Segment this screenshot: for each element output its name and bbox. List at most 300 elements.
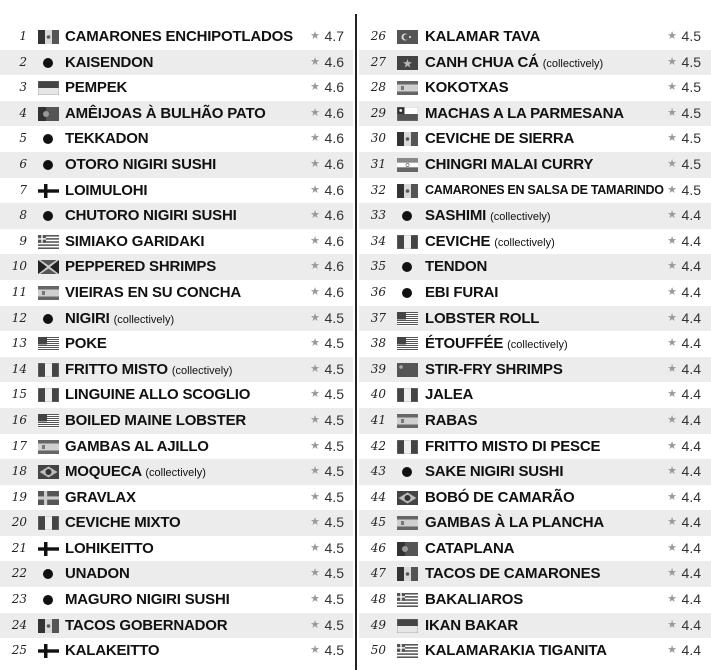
star-icon: ★	[667, 644, 677, 657]
star-icon: ★	[310, 285, 320, 298]
dish-row	[359, 126, 711, 152]
rating-score: 4.5	[324, 463, 344, 480]
dish-name	[425, 229, 555, 255]
star-icon: ★	[667, 311, 677, 324]
dish-name	[425, 75, 508, 101]
dish-name	[425, 101, 624, 127]
finland-flag-icon	[38, 542, 59, 556]
rank-number: 34	[370, 233, 386, 248]
dish-title: LOBSTER ROLL	[425, 309, 540, 327]
dish-title: GAMBAS À LA PLANCHA	[425, 514, 604, 532]
dish-name	[65, 382, 250, 408]
dish-title: STIR-FRY SHRIMPS	[425, 360, 563, 378]
rating-score: 4.4	[681, 514, 701, 531]
peru-flag-icon	[38, 516, 59, 530]
dish-title: RABAS	[425, 411, 478, 429]
dish-qualifier: (collectively)	[507, 339, 568, 352]
japan-flag-icon	[402, 211, 412, 221]
finland-flag-icon	[38, 644, 59, 658]
dish-qualifier: (collectively)	[490, 211, 551, 224]
star-icon: ★	[667, 234, 677, 247]
dish-row	[0, 254, 353, 280]
dish-row	[359, 638, 711, 664]
rating-score: 4.4	[681, 642, 701, 659]
mexico-flag-icon	[38, 619, 59, 633]
italy-flag-icon	[397, 440, 418, 454]
star-icon: ★	[667, 183, 677, 196]
dish-row	[0, 24, 353, 50]
rank-number: 9	[19, 233, 27, 248]
rank-number: 12	[11, 310, 27, 325]
star-icon: ★	[667, 81, 677, 94]
dish-qualifier: (collectively)	[113, 313, 175, 326]
dish-name	[425, 459, 563, 485]
rank-number: 41	[370, 412, 386, 427]
dish-row	[359, 178, 711, 204]
rating-score: 4.4	[681, 463, 701, 480]
dish-name	[425, 254, 487, 280]
dish-row	[0, 331, 353, 357]
rank-number: 20	[11, 515, 27, 530]
rating-score: 4.5	[324, 591, 344, 608]
rank-number: 29	[370, 105, 386, 120]
dish-row	[0, 408, 353, 434]
rank-number: 47	[370, 566, 386, 581]
mexico-flag-icon	[397, 132, 418, 146]
dish-title: CHINGRI MALAI CURRY	[425, 155, 594, 173]
rank-number: 5	[19, 131, 27, 146]
dish-row	[359, 101, 711, 127]
dish-title: TENDON	[425, 258, 488, 276]
dish-title: IKAN BAKAR	[425, 616, 518, 634]
rating-score: 4.6	[324, 53, 344, 70]
ranking-column-left	[0, 24, 353, 664]
dish-row	[0, 587, 353, 613]
dish-title: CEVICHE MIXTO	[65, 514, 181, 532]
rating-score: 4.6	[324, 283, 344, 300]
star-icon: ★	[667, 593, 677, 606]
dish-qualifier: (collectively)	[145, 467, 206, 480]
star-icon: ★	[667, 490, 677, 503]
dish-row	[0, 306, 353, 332]
rank-number: 46	[370, 540, 386, 555]
dish-row	[0, 357, 353, 383]
rating-score: 4.5	[681, 104, 701, 121]
india-flag-icon	[397, 158, 418, 172]
star-icon: ★	[310, 593, 320, 606]
dish-name	[65, 434, 209, 460]
dish-title: MAGURO NIGIRI SUSHI	[65, 591, 230, 609]
star-icon: ★	[310, 362, 320, 375]
rating-score: 4.4	[681, 360, 701, 377]
star-icon: ★	[667, 362, 677, 375]
rating-score: 4.4	[681, 335, 701, 352]
dish-title: BOBÓ DE CAMARÃO	[425, 488, 575, 506]
star-icon: ★	[310, 439, 320, 452]
dish-row	[0, 50, 353, 76]
rank-number: 44	[370, 489, 386, 504]
dish-title: MACHAS A LA PARMESANA	[425, 104, 624, 122]
dish-row	[359, 280, 711, 306]
indonesia-flag-icon	[38, 81, 59, 95]
sweden-flag-icon	[38, 491, 59, 505]
dish-title: CANH CHUA CÁ	[425, 53, 539, 71]
rank-number: 14	[11, 361, 27, 376]
dish-row	[0, 536, 353, 562]
dish-name	[425, 434, 600, 460]
star-icon: ★	[667, 439, 677, 452]
rating-score: 4.4	[681, 283, 701, 300]
dish-title: KALAMAR TAVA	[425, 28, 541, 45]
turkey-flag-icon	[397, 30, 418, 44]
dish-name	[65, 178, 147, 204]
vietnam-flag-icon	[397, 56, 418, 70]
dish-name	[65, 561, 130, 587]
star-icon: ★	[310, 567, 320, 580]
dish-name	[65, 613, 227, 639]
star-icon: ★	[310, 465, 320, 478]
dish-title: CEVICHE	[425, 232, 491, 250]
rating-score: 4.7	[324, 28, 344, 44]
dish-title: VIEIRAS EN SU CONCHA	[65, 283, 242, 301]
japan-flag-icon	[43, 134, 53, 144]
rating-score: 4.5	[324, 642, 344, 659]
rating-score: 4.6	[324, 155, 344, 172]
dish-title: LINGUINE ALLO SCOGLIO	[65, 386, 251, 404]
rating-score: 4.4	[681, 258, 701, 275]
dish-row	[359, 408, 711, 434]
rating-score: 4.6	[324, 258, 344, 275]
rating-score: 4.4	[681, 309, 701, 326]
japan-flag-icon	[43, 595, 53, 605]
dish-row	[359, 561, 711, 587]
rank-number: 42	[370, 438, 386, 453]
dish-title: BOILED MAINE LOBSTER	[65, 411, 247, 429]
rank-number: 15	[11, 387, 27, 402]
rank-number: 21	[11, 540, 27, 555]
star-icon: ★	[667, 567, 677, 580]
dish-title: KALAMARAKIA TIGANITA	[425, 642, 607, 660]
star-icon: ★	[310, 337, 320, 350]
peru-flag-icon	[397, 235, 418, 249]
dish-title: ÉTOUFFÉE	[425, 335, 504, 353]
star-icon: ★	[667, 541, 677, 554]
rank-number: 23	[11, 592, 27, 607]
rating-score: 4.4	[681, 207, 701, 224]
star-icon: ★	[667, 516, 677, 529]
rating-score: 4.5	[681, 181, 701, 198]
dish-name	[65, 638, 159, 664]
dish-title: PEPPERED SHRIMPS	[65, 258, 217, 276]
rating-score: 4.4	[681, 386, 701, 403]
dish-row	[0, 229, 353, 255]
spain-flag-icon	[397, 81, 418, 95]
rank-number: 16	[11, 412, 27, 427]
dish-name	[65, 126, 148, 152]
star-icon: ★	[310, 132, 320, 145]
dish-name	[425, 50, 603, 76]
star-icon: ★	[667, 618, 677, 631]
dish-name	[65, 50, 153, 76]
dish-row	[0, 75, 353, 101]
rating-score: 4.4	[681, 591, 701, 608]
star-icon: ★	[667, 132, 677, 145]
dish-name	[425, 357, 563, 383]
rating-score: 4.5	[324, 360, 344, 377]
dish-row	[359, 24, 711, 50]
dish-name	[425, 587, 523, 613]
rating-score: 4.4	[681, 232, 701, 249]
rating-score: 4.5	[681, 53, 701, 70]
star-icon: ★	[310, 618, 320, 631]
rank-number: 1	[19, 29, 27, 43]
star-icon: ★	[310, 311, 320, 324]
italy-flag-icon	[38, 363, 59, 377]
rank-number: 10	[11, 259, 27, 274]
dish-name	[65, 510, 180, 536]
dish-title: CHUTORO NIGIRI SUSHI	[65, 207, 237, 225]
star-icon: ★	[310, 106, 320, 119]
dish-title: FRITTO MISTO	[65, 360, 168, 378]
dish-title: CEVICHE DE SIERRA	[425, 130, 575, 148]
dish-title: CAMARONES ENCHIPOTLADOS	[65, 28, 293, 45]
dish-name	[425, 408, 477, 434]
rating-score: 4.4	[681, 411, 701, 428]
rank-number: 8	[19, 208, 27, 223]
dish-row	[359, 75, 711, 101]
dish-title: FRITTO MISTO DI PESCE	[425, 437, 601, 455]
star-icon: ★	[310, 55, 320, 68]
dish-title: EBI FURAI	[425, 283, 499, 301]
rank-number: 38	[370, 336, 386, 351]
japan-flag-icon	[43, 569, 53, 579]
rank-number: 2	[19, 54, 27, 69]
dish-name	[65, 24, 293, 50]
dish-name	[425, 485, 575, 511]
rating-score: 4.5	[681, 79, 701, 96]
dish-row	[0, 561, 353, 587]
rank-number: 3	[19, 80, 27, 95]
dish-title: PEMPEK	[65, 79, 128, 97]
portugal-flag-icon	[38, 107, 59, 121]
dish-title: LOHIKEITTO	[65, 539, 154, 557]
dish-qualifier: (collectively)	[171, 364, 233, 377]
dish-name	[65, 408, 246, 434]
portugal-flag-icon	[397, 542, 418, 556]
ranking-column-right	[359, 24, 711, 664]
star-icon: ★	[667, 30, 677, 42]
rating-score: 4.6	[324, 104, 344, 121]
rank-number: 11	[11, 284, 27, 299]
japan-flag-icon	[402, 262, 412, 272]
star-icon: ★	[310, 260, 320, 273]
star-icon: ★	[667, 413, 677, 426]
rating-score: 4.5	[324, 488, 344, 505]
mexico-flag-icon	[397, 567, 418, 581]
dish-row	[0, 203, 353, 229]
dish-title: GAMBAS AL AJILLO	[65, 437, 209, 455]
spain-flag-icon	[397, 516, 418, 530]
rank-number: 13	[11, 336, 27, 351]
dish-name	[425, 561, 600, 587]
star-icon: ★	[310, 413, 320, 426]
dish-row	[359, 459, 711, 485]
rating-score: 4.5	[681, 28, 701, 44]
dish-row	[359, 485, 711, 511]
dish-title: UNADON	[65, 565, 130, 583]
usa-flag-icon	[397, 312, 418, 326]
dish-title: CAMARONES EN SALSA DE TAMARINDO	[425, 182, 664, 197]
column-divider	[355, 14, 357, 670]
rank-number: 35	[370, 259, 386, 274]
dish-row	[359, 254, 711, 280]
dish-title: GRAVLAX	[65, 488, 136, 506]
rank-number: 19	[11, 489, 27, 504]
dish-name	[425, 613, 518, 639]
dish-name	[425, 382, 473, 408]
japan-flag-icon	[402, 288, 412, 298]
star-icon: ★	[667, 465, 677, 478]
dish-title: NIGIRI	[65, 309, 110, 327]
indonesia-flag-icon	[397, 619, 418, 633]
dish-row	[359, 331, 711, 357]
brazil-flag-icon	[397, 491, 418, 505]
chile-flag-icon	[397, 107, 418, 121]
rank-number: 26	[370, 29, 386, 43]
dish-name	[425, 280, 498, 306]
star-icon: ★	[310, 30, 320, 42]
dish-row	[359, 536, 711, 562]
dish-row	[359, 50, 711, 76]
dish-row	[359, 434, 711, 460]
rank-number: 33	[370, 208, 386, 223]
dish-row	[0, 434, 353, 460]
dish-name	[65, 203, 237, 229]
rating-score: 4.5	[324, 437, 344, 454]
dish-title: TACOS DE CAMARONES	[425, 565, 601, 583]
rating-score: 4.5	[324, 309, 344, 326]
rank-number: 43	[370, 464, 386, 479]
mexico-flag-icon	[397, 184, 418, 198]
dish-title: KALAKEITTO	[65, 642, 160, 660]
dish-row	[0, 280, 353, 306]
peru-flag-icon	[397, 388, 418, 402]
rank-number: 4	[19, 105, 27, 120]
rank-number: 24	[11, 617, 27, 632]
japan-flag-icon	[43, 211, 53, 221]
star-icon: ★	[310, 209, 320, 222]
dish-name	[425, 178, 664, 204]
rank-number: 6	[19, 156, 27, 171]
dish-name	[65, 357, 232, 383]
star-icon: ★	[310, 516, 320, 529]
rank-number: 30	[370, 131, 386, 146]
star-icon: ★	[667, 209, 677, 222]
rating-score: 4.5	[324, 386, 344, 403]
rank-number: 40	[370, 387, 386, 402]
dish-name	[65, 254, 216, 280]
dish-row	[359, 306, 711, 332]
dish-row	[359, 510, 711, 536]
dish-name	[65, 587, 230, 613]
rating-score: 4.6	[324, 207, 344, 224]
dish-title: TACOS GOBERNADOR	[65, 616, 228, 634]
rating-score: 4.5	[324, 616, 344, 633]
dish-title: SASHIMI	[425, 207, 487, 225]
rank-number: 28	[370, 80, 386, 95]
japan-flag-icon	[43, 314, 53, 324]
rating-score: 4.4	[681, 616, 701, 633]
rank-number: 48	[370, 592, 386, 607]
usa-flag-icon	[38, 337, 59, 351]
star-icon: ★	[667, 388, 677, 401]
rank-number: 7	[19, 182, 27, 197]
rank-number: 27	[370, 54, 386, 69]
dish-name	[65, 459, 206, 485]
dish-title: POKE	[65, 335, 107, 353]
usa-flag-icon	[397, 337, 418, 351]
rank-number: 17	[11, 438, 27, 453]
rank-number: 18	[11, 464, 27, 479]
dish-title: OTORO NIGIRI SUSHI	[65, 155, 217, 173]
dish-row	[0, 382, 353, 408]
dish-name	[425, 331, 568, 357]
star-icon: ★	[310, 388, 320, 401]
rating-score: 4.4	[681, 488, 701, 505]
dish-row	[0, 613, 353, 639]
rating-score: 4.4	[681, 539, 701, 556]
rating-score: 4.6	[324, 130, 344, 147]
dish-name	[65, 101, 266, 127]
mexico-flag-icon	[38, 30, 59, 44]
jamaica-flag-icon	[38, 260, 59, 274]
star-icon: ★	[667, 337, 677, 350]
star-icon: ★	[310, 81, 320, 94]
dish-row	[359, 587, 711, 613]
dish-title: SAKE NIGIRI SUSHI	[425, 463, 564, 481]
rank-number: 39	[370, 361, 386, 376]
dish-title: CATAPLANA	[425, 539, 515, 557]
rank-number: 36	[370, 284, 386, 299]
dish-qualifier: (collectively)	[542, 57, 604, 70]
star-icon: ★	[310, 157, 320, 170]
dish-row	[359, 152, 711, 178]
dish-title: AMÊIJOAS À BULHÃO PATO	[65, 104, 266, 122]
dish-name	[425, 536, 514, 562]
italy-flag-icon	[38, 388, 59, 402]
dish-name	[65, 306, 174, 332]
dish-title: JALEA	[425, 386, 474, 404]
dish-name	[65, 485, 136, 511]
rank-number: 25	[11, 643, 27, 658]
dish-row	[359, 613, 711, 639]
star-icon: ★	[667, 106, 677, 119]
dish-title: BAKALIAROS	[425, 591, 523, 609]
star-icon: ★	[310, 490, 320, 503]
dish-title: SIMIAKO GARIDAKI	[65, 232, 205, 250]
rating-score: 4.4	[681, 565, 701, 582]
dish-name	[425, 638, 607, 664]
rating-score: 4.5	[324, 565, 344, 582]
rank-number: 49	[370, 617, 386, 632]
dish-name	[425, 152, 593, 178]
star-icon: ★	[310, 183, 320, 196]
dish-name	[65, 75, 127, 101]
dish-row	[0, 459, 353, 485]
star-icon: ★	[667, 285, 677, 298]
dish-row	[359, 357, 711, 383]
dish-title: KOKOTXAS	[425, 79, 509, 97]
